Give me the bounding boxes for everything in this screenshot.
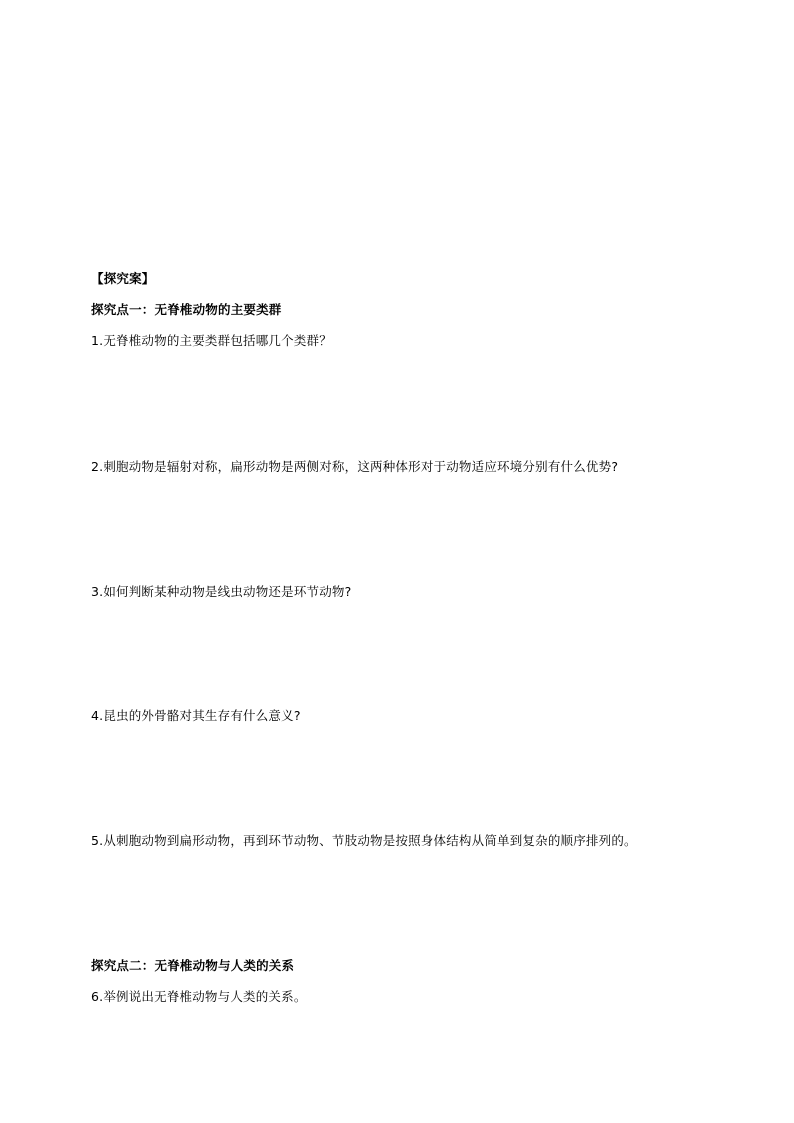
section-title: 【探究案】 [91,271,155,286]
question-5: 5.从刺胞动物到扁形动物，再到环节动物、节肢动物是按照身体结构从简单到复杂的顺序排列的。 [91,833,637,848]
question-2: 2.刺胞动物是辐射对称，扁形动物是两侧对称，这两种体形对于动物适应环境分别有什么优势? [91,459,619,474]
question-6: 6.举例说出无脊椎动物与人类的关系。 [91,989,307,1004]
question-3: 3.如何判断某种动物是线虫动物还是环节动物? [91,584,352,599]
question-4: 4.昆虫的外骨骼对其生存有什么意义? [91,708,301,723]
inquiry-point-1-heading: 探究点一：无脊椎动物的主要类群 [91,302,282,317]
question-1: 1.无脊椎动物的主要类群包括哪几个类群？ [91,333,332,348]
inquiry-point-2-heading: 探究点二：无脊椎动物与人类的关系 [91,958,295,973]
